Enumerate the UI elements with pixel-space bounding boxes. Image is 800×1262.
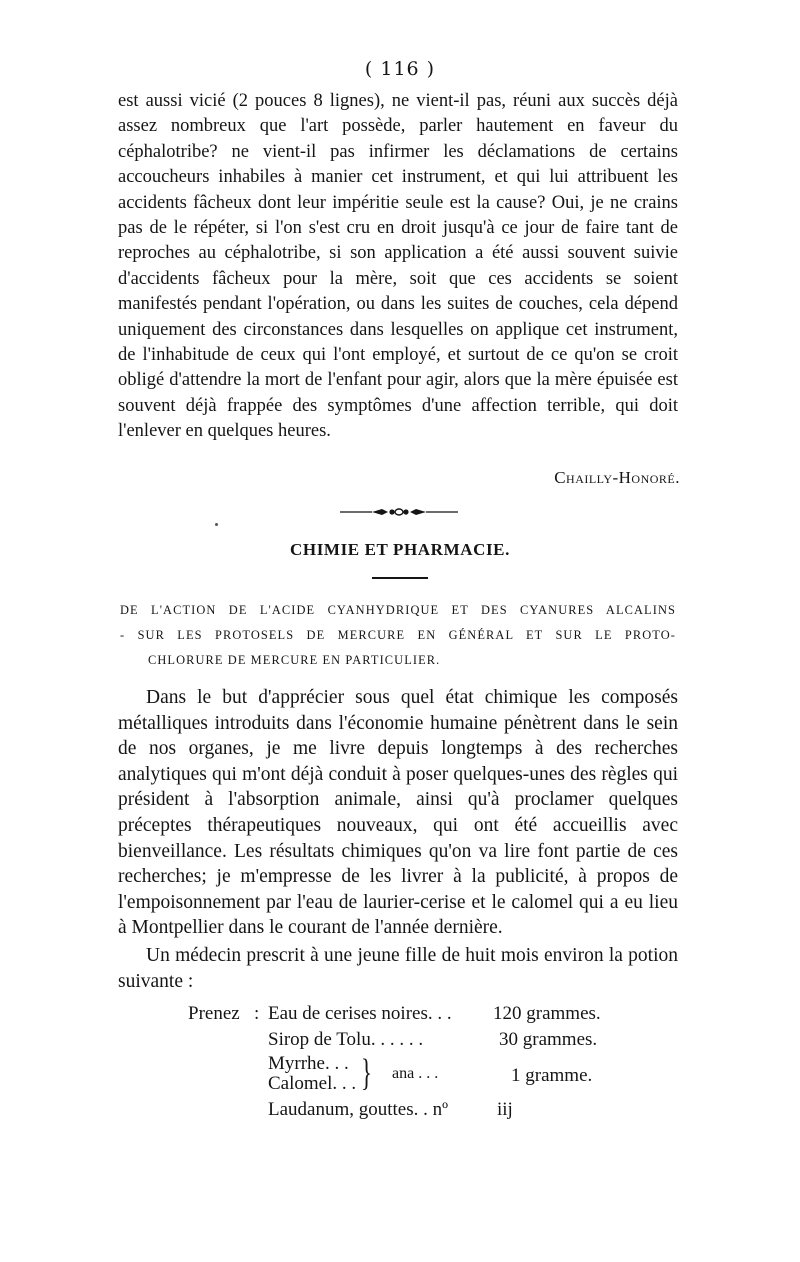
recipe-item-amount: 1 gramme. [511, 1065, 593, 1086]
section-title: CHIMIE ET PHARMACIE. [290, 540, 510, 559]
ornament-divider [340, 506, 458, 518]
article-title-line-1: DE L'ACTION DE L'ACIDE CYANHYDRIQUE ET DES CYANURES ALCALINS [120, 603, 676, 617]
paragraph-2: Dans le but d'apprécier sous quel état chimique les composés métalliques introduits dans l'économie humaine pénètrent dans le sein de nos organes, je me livre depuis longtemps à des recherches analytiques qui m'ont déjà conduit à poser quelques-unes des règles qui président à l'absorption animale, ainsi qu'à proclamer quelques préceptes thérapeutiques nouveaux, qui ont été accueillis avec bienveillance. Les résultats chimiques qu'on va lire font partie de ces recherches; je m'empresse de les livrer à la publicité, à propos de l'empoisonnement par l'eau de laurier-cerise et le calomel qui a eu lieu à Montpellier dans le courant de l'année dernière. [118, 687, 678, 939]
recipe-item-name: Calomel. . . [268, 1073, 357, 1094]
recipe-item-name: Eau de cerises noires. . . [268, 1003, 452, 1024]
recipe-item-name: Myrrhe. . . [268, 1053, 349, 1074]
ornament-icon [340, 506, 458, 518]
recipe-item-name: Laudanum, gouttes. . nº [268, 1099, 449, 1120]
recipe-item-amount: 120 grammes. [493, 1003, 601, 1024]
recipe-item-amount: 30 grammes. [499, 1029, 598, 1050]
article-title-line-2: - SUR LES PROTOSELS DE MERCURE EN GÉNÉRAL ET SUR LE PROTO- [120, 628, 676, 642]
brace-icon: } [361, 1052, 372, 1094]
paragraph-1: est aussi vicié (2 pouces 8 lignes), ne vient-il pas, réuni aux succès déjà assez nombreux que l'art possède, parler hautement en faveur du céphalotribe? ne vient-il pas infirmer les déclamations de certains accoucheurs inhabiles à manier cet instrument, et qui lui attribuent les accidents fâcheux dont leur impéritie seule est la cause? Oui, je ne crains pas de le répéter, si l'on s'est cru en droit jusqu'à ce jour de faire tant de reproches au céphalotribe, si son application a été aussi souvent suivie d'accidents fâcheux pour la mère, soit que ces accidents se soient manifestés pendant l'opération, ou dans les suites de couches, cela dépend uniquement des circonstances dans lesquelles on applique cet instrument, de l'inhabitude de ceux qui l'ont employé, et surtout de ce qu'on se croit obligé d'attendre la mort de l'enfant pour agir, alors que la mère épuisée est souvent déjà frappée des symptômes d'une affection terrible, qui doit l'enlever en quelques heures. [118, 91, 678, 442]
stray-mark [215, 523, 218, 526]
article-title [120, 598, 676, 673]
title-rule [372, 577, 428, 579]
article-title-line-3: CHLORURE DE MERCURE EN PARTICULIER. [148, 653, 441, 667]
recipe-prenez: Prenez [188, 1003, 240, 1024]
paragraph-3: Un médecin prescrit à une jeune fille de huit mois environ la potion suivante : [118, 945, 678, 992]
recipe-ana: ana . . . [392, 1065, 439, 1082]
page-number: ( 116 ) [364, 58, 436, 80]
recipe-item-name: Sirop de Tolu. . . . . . [268, 1029, 424, 1050]
recipe-item-amount: iij [497, 1099, 513, 1120]
author-signature: Chailly-Honoré. [554, 468, 680, 487]
recipe-colon: : [254, 1003, 260, 1024]
